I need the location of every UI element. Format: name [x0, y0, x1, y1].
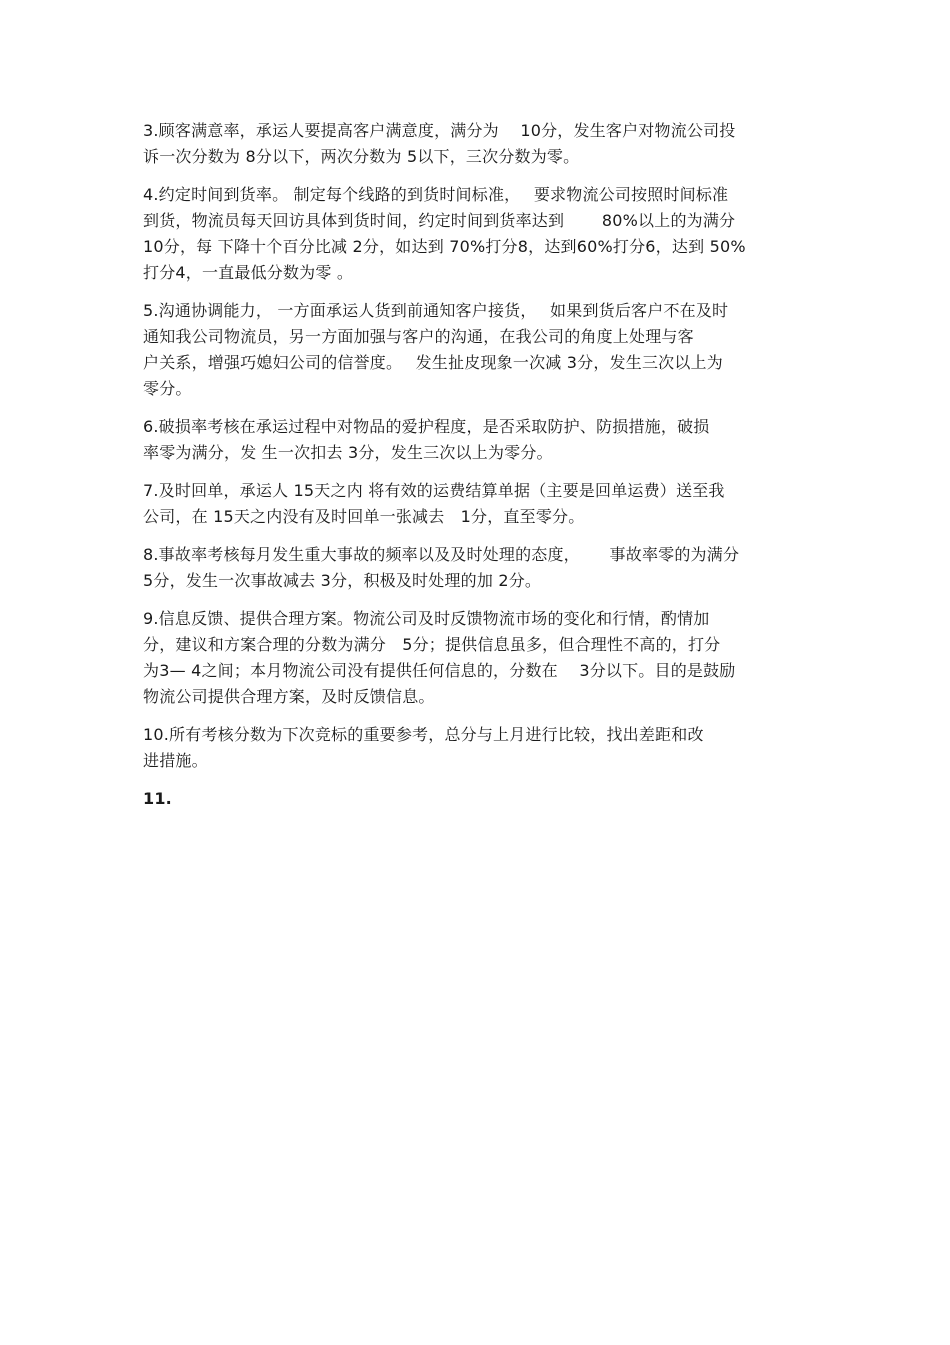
text-line: 零分。	[143, 379, 192, 398]
text-line: 11.	[143, 789, 172, 808]
text-line: 7.及时回单，承运人 15天之内 将有效的运费结算单据（主要是回单运费）送至我	[143, 481, 725, 500]
text-line: 10.所有考核分数为下次竞标的重要参考，总分与上月进行比较，找出差距和改	[143, 725, 704, 744]
list-item-3	[143, 118, 813, 170]
text-line: 6.破损率考核在承运过程中对物品的爱护程度，是否采取防护、防损措施，破损	[143, 417, 710, 436]
text-line: 9.信息反馈、提供合理方案。物流公司及时反馈物流市场的变化和行情，酌情加	[143, 609, 710, 628]
text-line: 分，建议和方案合理的分数为满分 5分；提供信息虽多，但合理性不高的，打分	[143, 635, 721, 654]
text-line: 为3— 4之间；本月物流公司没有提供任何信息的，分数在 3分以下。目的是鼓励	[143, 661, 736, 680]
text-line: 5.沟通协调能力， 一方面承运人货到前通知客户接货， 如果到货后客户不在及时	[143, 301, 729, 320]
text-line: 10分，每 下降十个百分比减 2分，如达到 70%打分8，达到60%打分6，达到 50%	[143, 237, 746, 256]
list-item-8	[143, 542, 813, 594]
list-item-11	[143, 786, 813, 812]
text-line: 进措施。	[143, 751, 208, 770]
text-line: 诉一次分数为 8分以下，两次分数为 5以下，三次分数为零。	[143, 147, 580, 166]
text-line: 8.事故率考核每月发生重大事故的频率以及及时处理的态度， 事故率零的为满分	[143, 545, 740, 564]
text-line: 5分，发生一次事故减去 3分，积极及时处理的加 2分。	[143, 571, 542, 590]
list-item-9	[143, 606, 813, 710]
text-line: 打分4，一直最低分数为零 。	[143, 263, 354, 282]
text-line: 公司，在 15天之内没有及时回单一张减去 1分，直至零分。	[143, 507, 585, 526]
text-line: 3.顾客满意率，承运人要提高客户满意度，满分为 10分，发生客户对物流公司投	[143, 121, 736, 140]
text-line: 通知我公司物流员，另一方面加强与客户的沟通，在我公司的角度上处理与客	[143, 327, 694, 346]
list-item-6	[143, 414, 813, 466]
text-line: 到货，物流员每天回访具体到货时间，约定时间到货率达到 80%以上的为满分	[143, 211, 736, 230]
text-line: 户关系，增强巧媳妇公司的信誉度。 发生扯皮现象一次减 3分，发生三次以上为	[143, 353, 723, 372]
list-item-7	[143, 478, 813, 530]
document-page	[143, 118, 813, 824]
list-item-5	[143, 298, 813, 402]
text-line: 4.约定时间到货率。 制定每个线路的到货时间标准， 要求物流公司按照时间标准	[143, 185, 729, 204]
text-line: 物流公司提供合理方案，及时反馈信息。	[143, 687, 435, 706]
text-line: 率零为满分，发 生一次扣去 3分，发生三次以上为零分。	[143, 443, 553, 462]
list-item-4	[143, 182, 813, 286]
list-item-10	[143, 722, 813, 774]
